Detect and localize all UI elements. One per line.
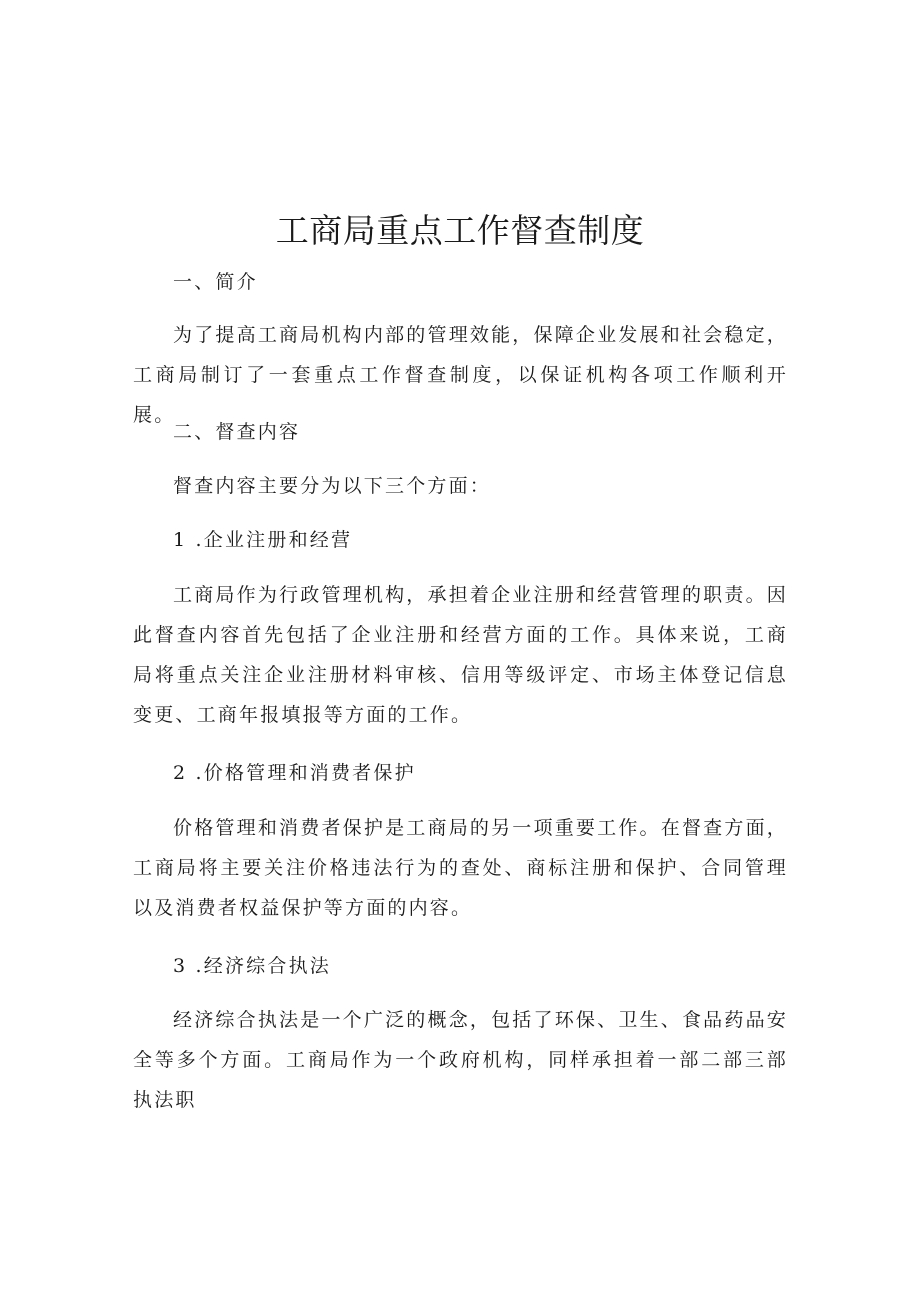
section-heading-content: 二、督查内容 — [173, 421, 301, 443]
subheading-3-enforcement: 3 .经济综合执法 — [173, 955, 331, 977]
subheading-2-price: 2 .价格管理和消费者保护 — [173, 762, 416, 784]
document-title: 工商局重点工作督查制度 — [275, 211, 645, 250]
paragraph-price: 价格管理和消费者保护是工商局的另一项重要工作。在督查方面，工商局将主要关注价格违法行为的查处、商标注册和保护、合同管理以及消费者权益保护等方面的内容。 — [133, 817, 788, 919]
content-overview-line: 督查内容主要分为以下三个方面： — [173, 475, 492, 497]
section-heading-intro: 一、简介 — [173, 271, 258, 293]
paragraph-enforcement: 经济综合执法是一个广泛的概念，包括了环保、卫生、食品药品安全等多个方面。工商局作为一个政府机构，同样承担着一部二部三部执法职 — [133, 1009, 788, 1111]
paragraph-intro: 为了提高工商局机构内部的管理效能，保障企业发展和社会稳定，工商局制订了一套重点工作督查制度，以保证机构各项工作顺利开展。 — [133, 324, 788, 426]
subheading-1-enterprise: 1 .企业注册和经营 — [173, 529, 353, 551]
paragraph-enterprise: 工商局作为行政管理机构，承担着企业注册和经营管理的职责。因此督查内容首先包括了企业注册和经营方面的工作。具体来说，工商局将重点关注企业注册材料审核、信用等级评定、市场主体登记信息变更、工商年报填报等方面的工作。 — [133, 584, 788, 726]
